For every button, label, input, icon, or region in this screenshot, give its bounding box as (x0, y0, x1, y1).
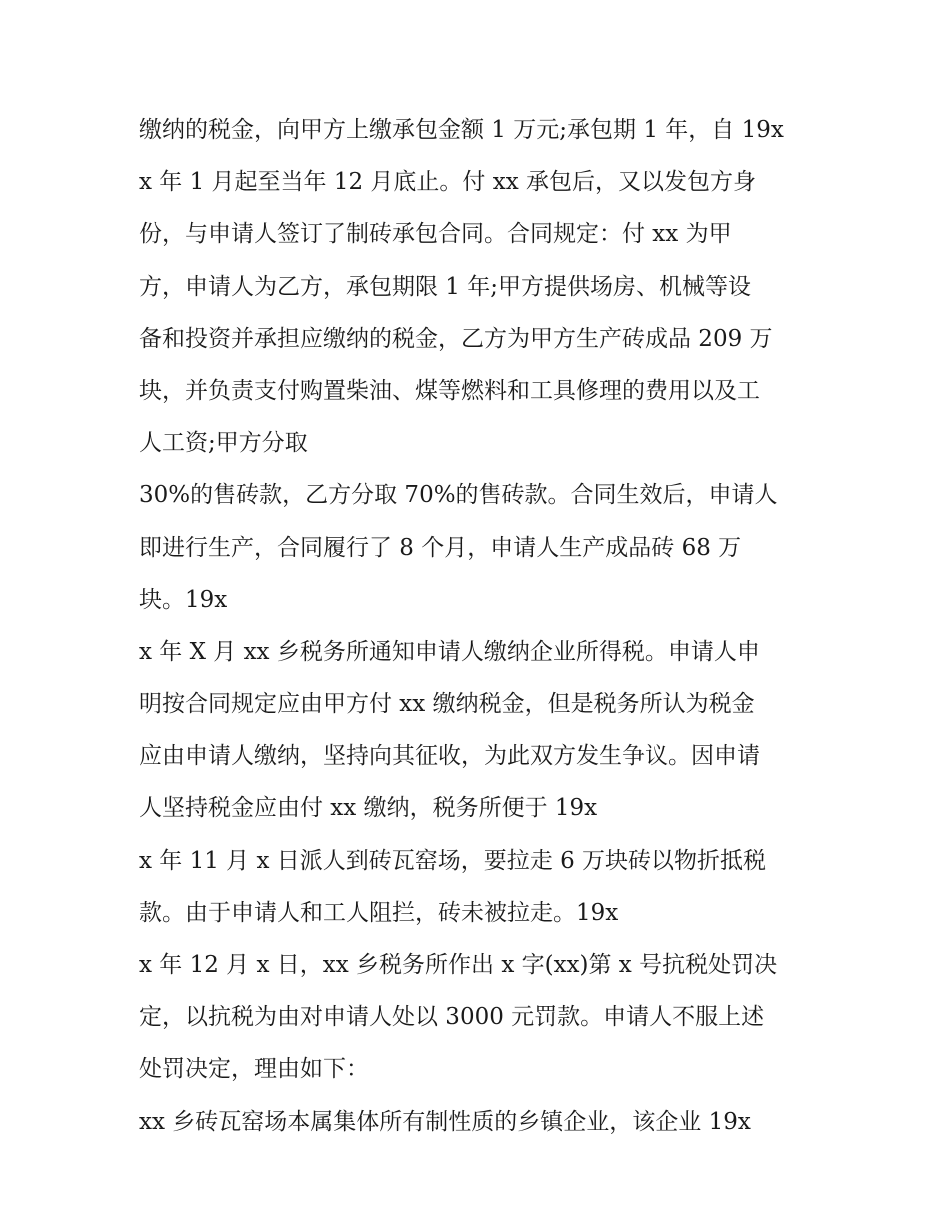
text-line: 份，与申请人签订了制砖承包合同。合同规定：付 xx 为甲 (139, 221, 732, 248)
text-line: x 年 X 月 xx 乡税务所通知申请人缴纳企业所得税。申请人申 (139, 638, 760, 665)
text-line: x 年 1 月起至当年 12 月底止。付 xx 承包后，又以发包方身 (139, 169, 756, 196)
text-line: 明按合同规定应由甲方付 xx 缴纳税金，但是税务所认为税金 (139, 691, 755, 718)
text-line: x 年 11 月 x 日派人到砖瓦窑场，要拉走 6 万块砖以物折抵税 (139, 847, 767, 874)
text-line: xx 乡砖瓦窑场本属集体所有制性质的乡镇企业，该企业 19x (139, 1108, 751, 1135)
text-line: x 年 12 月 x 日，xx 乡税务所作出 x 字(xx)第 x 号抗税处罚决 (139, 952, 778, 978)
text-line: 定，以抗税为由对申请人处以 3000 元罚款。申请人不服上述 (139, 1004, 765, 1031)
body-text (139, 104, 829, 1148)
text-line: 缴纳的税金，向甲方上缴承包金额 1 万元;承包期 1 年，自 19x (139, 117, 784, 143)
text-line: 处罚决定，理由如下： (139, 1056, 369, 1083)
text-line: 人工资;甲方分取 (139, 430, 308, 457)
text-line: 块，并负责支付购置柴油、煤等燃料和工具修理的费用以及工 (139, 377, 760, 404)
text-line: 方，申请人为乙方，承包期限 1 年;甲方提供场房、机械等设 (139, 273, 752, 300)
text-line: 应由申请人缴纳，坚持向其征收，为此双方发生争议。因申请 (139, 743, 760, 770)
text-line: 块。19x (139, 586, 228, 613)
text-line: 备和投资并承担应缴纳的税金，乙方为甲方生产砖成品 209 万 (139, 325, 773, 352)
text-line: 30%的售砖款，乙方分取 70%的售砖款。合同生效后，申请人 (139, 482, 778, 509)
text-line: 人坚持税金应由付 xx 缴纳，税务所便于 19x (139, 795, 598, 822)
text-line: 即进行生产，合同履行了 8 个月，申请人生产成品砖 68 万 (139, 534, 742, 561)
text-line: 款。由于申请人和工人阻拦，砖未被拉走。19x (139, 899, 619, 926)
